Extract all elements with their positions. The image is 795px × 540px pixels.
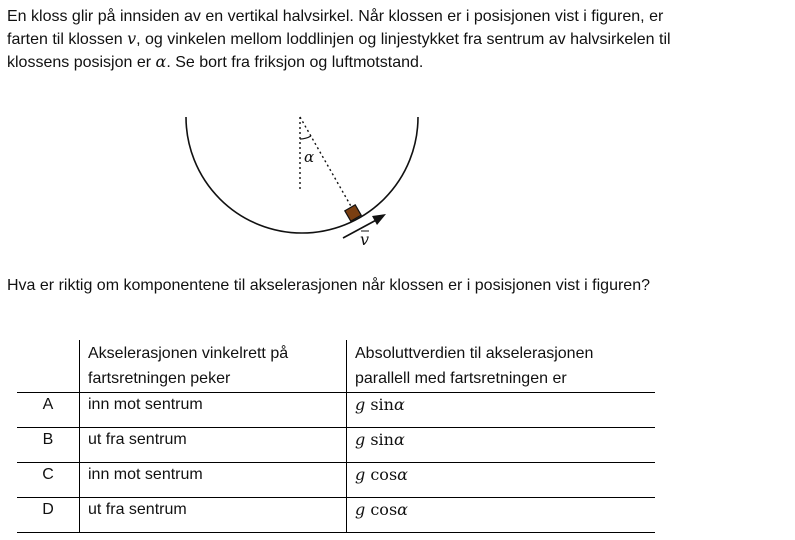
header-parallel: Absoluttverdien til akselerasjonen parallell med fartsretningen er: [355, 345, 594, 387]
magnitude-cell: g sinα: [347, 428, 656, 463]
statement-line-1: En kloss glir på innsiden av en vertikal halvsirkel. Når klossen er i posisjonen vist i figuren, er: [7, 8, 664, 25]
statement-line-2: farten til klossen v, og vinkelen mellom loddlinjen og linjestykket fra sentrum av halvsirkelen til: [7, 29, 671, 48]
direction-cell: ut fra sentrum: [80, 428, 347, 463]
velocity-symbol: v: [127, 29, 137, 48]
option-letter: B: [17, 428, 80, 463]
alpha-symbol: α: [155, 52, 167, 71]
direction-cell: inn mot sentrum: [80, 463, 347, 498]
problem-statement: [7, 6, 787, 74]
table-row[interactable]: [17, 463, 655, 498]
magnitude-cell: g cosα: [347, 463, 656, 498]
header-option: [17, 340, 80, 393]
statement-line-3: klossens posisjon er α. Se bort fra friksjon og luftmotstand.: [7, 52, 424, 71]
angle-arc: [300, 136, 311, 139]
table-row[interactable]: [17, 428, 655, 463]
table-header-row: [17, 340, 655, 393]
option-letter: D: [17, 498, 80, 533]
option-letter: A: [17, 393, 80, 428]
magnitude-cell: g sinα: [347, 393, 656, 428]
magnitude-cell: g cosα: [347, 498, 656, 533]
option-letter: C: [17, 463, 80, 498]
velocity-label: v: [360, 230, 370, 249]
direction-cell: inn mot sentrum: [80, 393, 347, 428]
table-row[interactable]: [17, 498, 655, 533]
header-perpendicular: Akselerasjonen vinkelrett på fartsretningen peker: [80, 340, 347, 393]
table-row[interactable]: [17, 393, 655, 428]
direction-cell: ut fra sentrum: [80, 498, 347, 533]
question-text: Hva er riktig om komponentene til akselerasjonen når klossen er i posisjonen vist i figuren?: [7, 277, 650, 294]
semicircle-figure: [160, 110, 440, 255]
velocity-arrow-head: [372, 214, 386, 225]
answer-table: [17, 340, 655, 533]
angle-alpha-label: α: [304, 148, 315, 166]
